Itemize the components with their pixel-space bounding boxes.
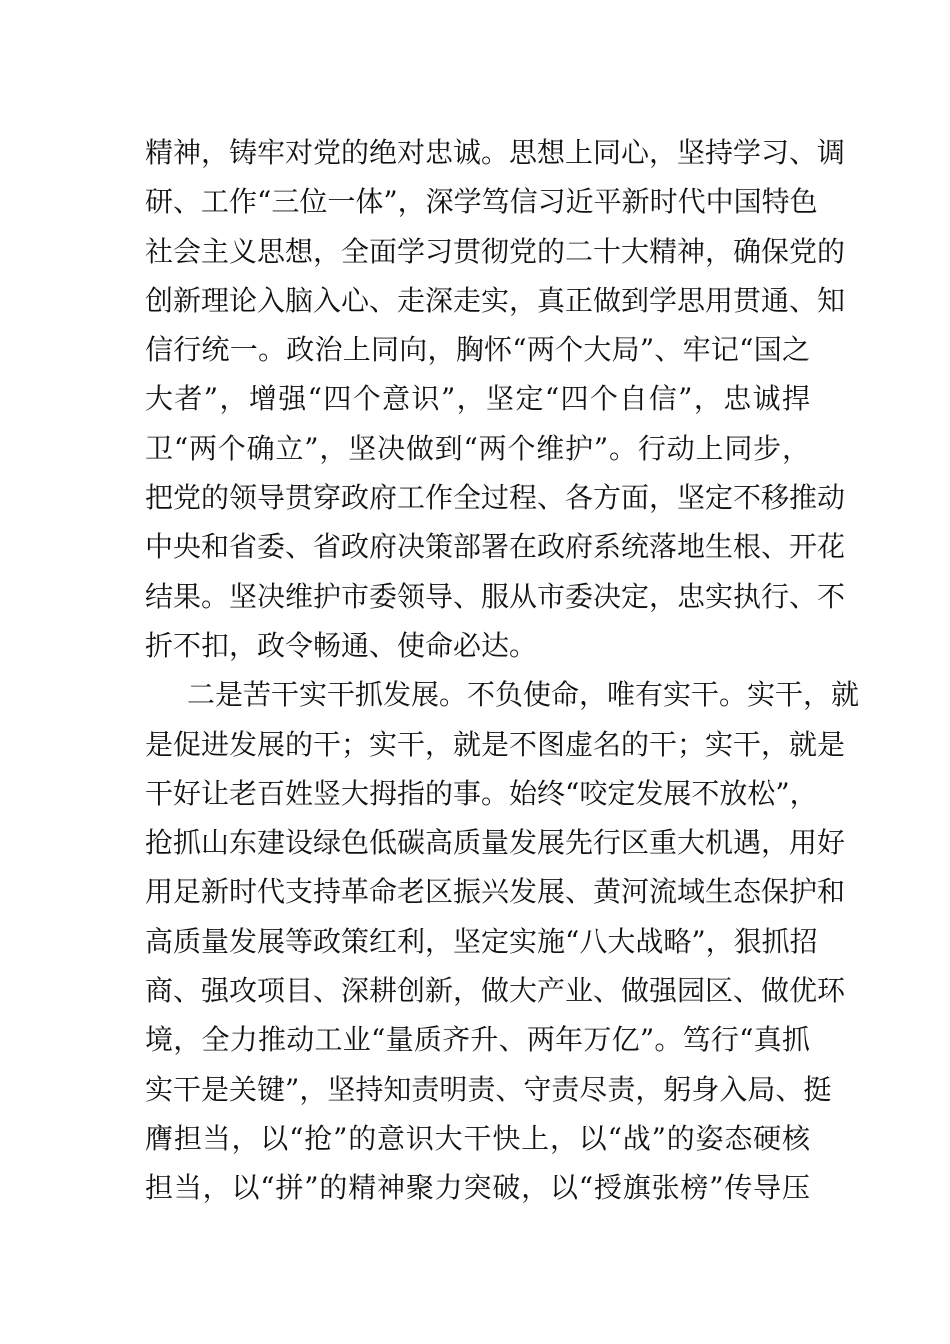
text-line: 担当，以“拼”的精神聚力突破，以“授旗张榜”传导压	[145, 1171, 810, 1205]
text-line: 精神，铸牢对党的绝对忠诚。思想上同心，坚持学习、调	[145, 136, 846, 169]
text-line: 抢抓山东建设绿色低碳高质量发展先行区重大机遇，用好	[145, 826, 846, 860]
text-line: 大者”，增强“四个意识”，坚定“四个自信”，忠诚捍	[145, 382, 810, 416]
body-text	[145, 128, 860, 1213]
text-line: 结果。坚决维护市委领导、服从市委决定，忠实执行、不	[145, 579, 846, 613]
text-line: 是促进发展的干；实干，就是不图虚名的干；实干，就是	[145, 727, 846, 761]
text-line: 卫“两个确立”，坚决做到“两个维护”。行动上同步，	[145, 431, 810, 465]
paragraph-first-line: 二是苦干实干抓发展。不负使命，唯有实干。实干，就	[187, 678, 860, 712]
text-line: 干好让老百姓竖大拇指的事。始终“咬定发展不放松”，	[145, 776, 818, 810]
text-line: 创新理论入脑入心、走深走实，真正做到学思用贯通、知	[145, 283, 846, 317]
text-line: 研、工作“三位一体”，深学笃信习近平新时代中国特色	[145, 185, 818, 219]
text-line: 膺担当，以“抢”的意识大干快上，以“战”的姿态硬核	[145, 1121, 810, 1155]
text-line: 境，全力推动工业“量质齐升、两年万亿”。笃行“真抓	[145, 1023, 810, 1057]
text-line: 折不扣，政令畅通、使命必达。	[145, 628, 538, 662]
text-line: 实干是关键”，坚持知责明责、守责尽责，躬身入局、挺	[145, 1072, 832, 1106]
text-line: 信行统一。政治上同向，胸怀“两个大局”、牢记“国之	[145, 333, 810, 367]
text-line: 商、强攻项目、深耕创新，做大产业、做强园区、做优环	[145, 974, 846, 1008]
text-line: 中央和省委、省政府决策部署在政府系统落地生根、开花	[145, 530, 846, 564]
text-line: 用足新时代支持革命老区振兴发展、黄河流域生态保护和	[145, 875, 846, 909]
text-line: 把党的领导贯穿政府工作全过程、各方面，坚定不移推动	[145, 481, 846, 515]
text-line: 高质量发展等政策红利，坚定实施“八大战略”，狠抓招	[145, 924, 818, 958]
text-line: 社会主义思想，全面学习贯彻党的二十大精神，确保党的	[145, 234, 846, 268]
